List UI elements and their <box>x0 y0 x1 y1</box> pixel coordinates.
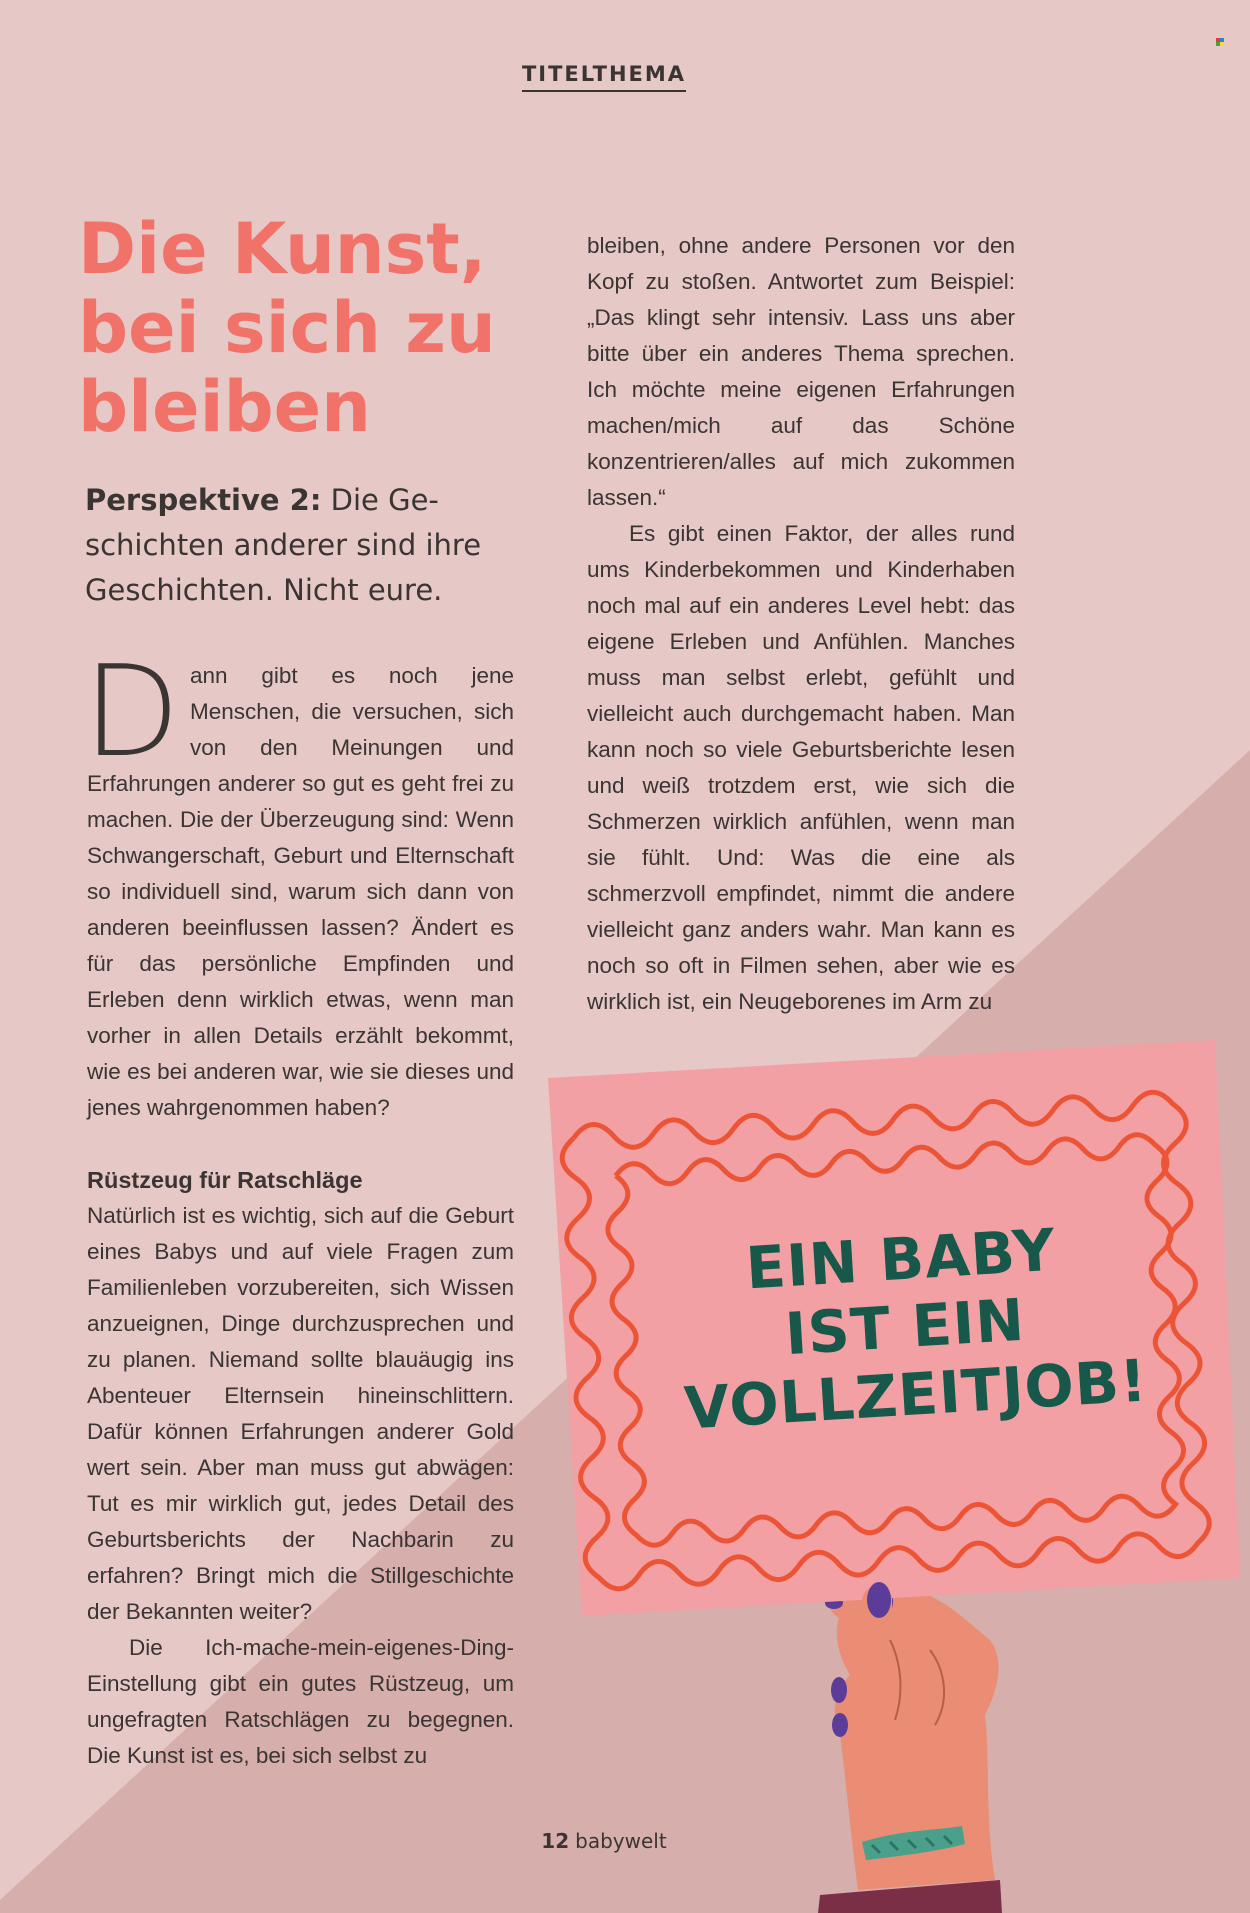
nail-shape <box>832 1713 848 1737</box>
headline-line: bleiben <box>78 366 371 448</box>
page-footer <box>0 1829 1208 1853</box>
sign-message <box>674 1211 1150 1443</box>
magazine-name: babywelt <box>575 1829 667 1853</box>
body-paragraph: Natürlich ist es wichtig, sich auf die Geburt eines Babys und auf viele Fragen zum Familienleben vorzubereiten, sich Wissen anzueignen, Dinge durchzusprechen und zu planen. Niemand sollte blauäugig ins Abenteuer Elternsein hineinschlittern. Dafür können Erfahrungen anderer Gold wert sein. Aber man muss gut abwägen: Tut es mir wirklich gut, jedes Detail des Geburtsberichts der Nachbarin zu erfahren? Bringt mich die Stillgeschichte der Bekannten weiter? <box>87 1203 514 1624</box>
subheading-text: Die Ge-schichten anderer sind ihre Geschichten. Nicht eure. <box>85 483 482 607</box>
sign-line: VOLLZEITJOB! <box>682 1346 1150 1443</box>
sign-line: IST EIN <box>783 1285 1027 1369</box>
drop-cap: D <box>83 638 181 785</box>
section-label: TITELTHEMA <box>0 62 1208 86</box>
headline-line: bei sich zu <box>78 287 496 369</box>
nail-shape <box>831 1677 847 1703</box>
body-paragraph: Es gibt einen Faktor, der alles rund ums Kinderbekommen und Kinderhaben noch mal auf ein anderes Level hebt: das eigene Erleben und Anfühlen. Manches muss man selbst erlebt, gefühlt und vielleicht auch durchgemacht haben. Man kann noch so viele Geburtsberichte lesen und weiß trotzdem erst, wie sich die Schmerzen wirklich anfühlen, wenn man sie fühlt. Und: Was die eine als schmerzvoll empfindet, nimmt die andere vielleicht ganz anders wahr. Man kann es noch so oft in Filmen sehen, aber wie es wirklich ist, ein Neugeborenes im Arm zu <box>587 521 1015 1014</box>
sign-line: EIN BABY <box>744 1215 1058 1303</box>
thumb-nail <box>867 1582 891 1618</box>
subheading-lead: Perspektive 2: <box>85 483 322 517</box>
page-number: 12 <box>541 1829 570 1853</box>
headline-line: Die Kunst, <box>78 208 487 290</box>
subsection-heading: Rüstzeug für Ratschläge <box>87 1167 363 1193</box>
body-paragraph: bleiben, ohne andere Personen vor den Kopf zu stoßen. Antwortet zum Beispiel: „Das klingt sehr intensiv. Lass uns aber bitte über ein anderes Thema sprechen. Ich möchte meine eigenen Erfahrungen machen/mich auf das Schöne konzentrieren/alles auf mich zukommen lassen.“ <box>587 233 1015 510</box>
body-paragraph: Die Ich-mache-mein-eigenes-Ding-Einstellung gibt ein gutes Rüstzeug, um ungefragten Ratschlägen zu begegnen. Die Kunst ist es, bei sich selbst zu <box>87 1635 514 1768</box>
intro-text: ann gibt es noch jene Menschen, die versuchen, sich von den Meinungen und Erfahrungen anderer so gut es geht frei zu machen. Die der Überzeugung sind: Wenn Schwangerschaft, Geburt und Elternschaft so individuell sind, warum sich dann von anderen beeinflussen lassen? Ändert es für das persönliche Empfinden und Erleben denn wirklich etwas, wenn man vorher in allen Details erzählt bekommt, wie es bei anderen war, wie sie dieses und jenes wahrgenommen haben? <box>87 663 514 1120</box>
